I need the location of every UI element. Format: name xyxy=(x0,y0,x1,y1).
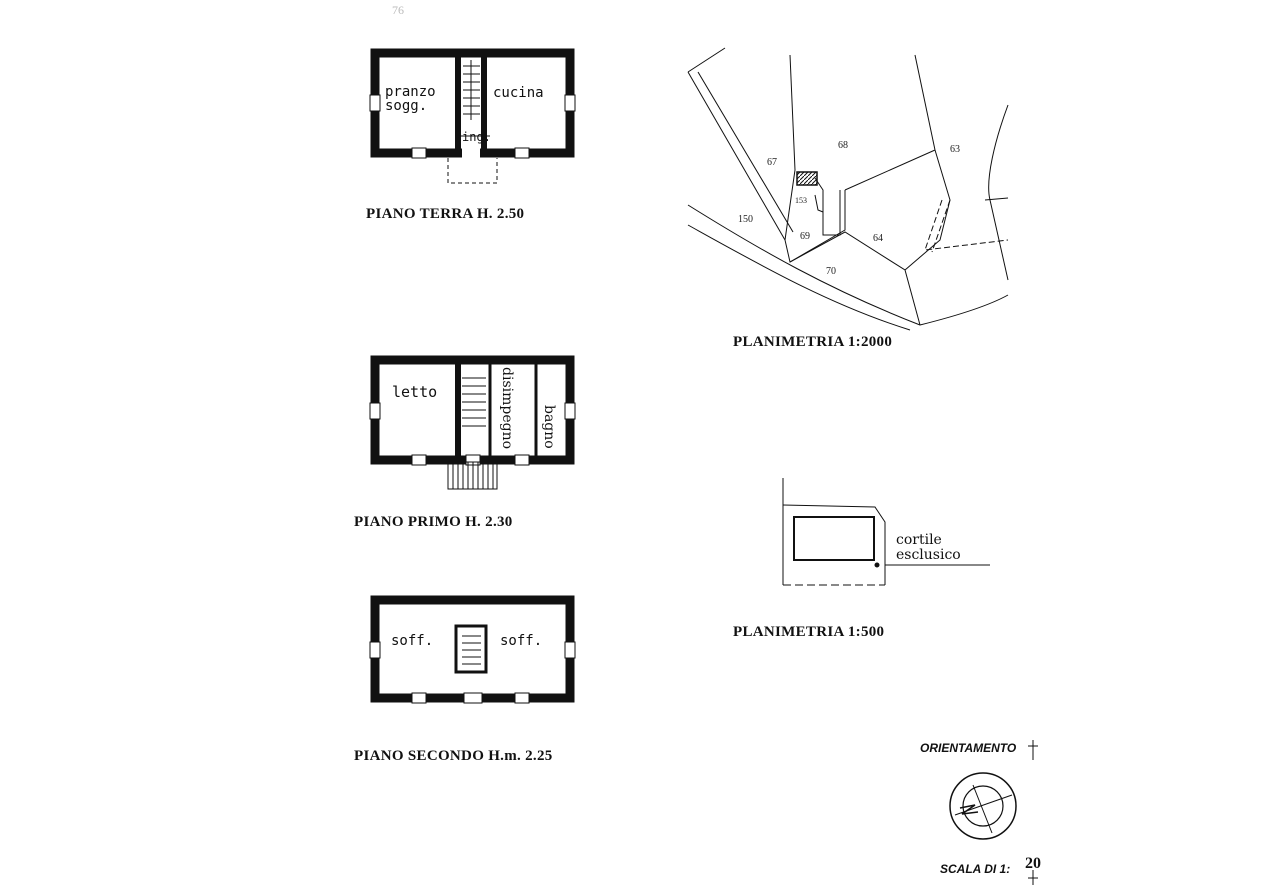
parcel-68: 68 xyxy=(838,140,848,151)
room-label-sogg: sogg. xyxy=(385,98,428,114)
room-label-disimpegno: disimpegno xyxy=(499,367,515,450)
ground-floor-plan xyxy=(370,53,575,183)
parcel-150: 150 xyxy=(738,214,753,225)
second-floor-caption: PIANO SECONDO H.m. 2.25 xyxy=(354,748,553,764)
room-label-pranzo: pranzo xyxy=(385,84,436,100)
site-plan-500-caption: PLANIMETRIA 1:500 xyxy=(733,624,885,640)
first-floor-caption: PIANO PRIMO H. 2.30 xyxy=(354,514,513,530)
room-label-ingresso: ing. xyxy=(462,130,491,144)
page-mark: 76 xyxy=(392,3,404,17)
scale-value: 20 xyxy=(1025,855,1041,872)
room-label-soffitta-left: soff. xyxy=(391,633,434,649)
second-floor-plan xyxy=(370,600,575,703)
room-label-cucina: cucina xyxy=(493,85,544,101)
parcel-69: 69 xyxy=(800,231,810,242)
orientation-label: ORIENTAMENTO xyxy=(920,741,1017,755)
parcel-70: 70 xyxy=(826,266,836,277)
ground-floor-caption: PIANO TERRA H. 2.50 xyxy=(366,206,525,222)
parcel-153: 153 xyxy=(795,196,807,205)
site-plan-2000-map xyxy=(688,48,1008,330)
site-plan-2000-caption: PLANIMETRIA 1:2000 xyxy=(733,334,893,350)
parcel-67: 67 xyxy=(767,157,777,168)
room-label-soffitta-right: soff. xyxy=(500,633,543,649)
courtyard-label-line1: cortile xyxy=(896,532,942,548)
courtyard-label-line2: esclusico xyxy=(896,547,961,563)
parcel-63: 63 xyxy=(950,144,960,155)
scale-label: SCALA DI 1: xyxy=(940,862,1011,876)
room-label-letto: letto xyxy=(392,383,438,401)
site-plan-500-map xyxy=(783,478,990,585)
parcel-64: 64 xyxy=(873,233,883,244)
room-label-bagno: bagno xyxy=(541,405,557,449)
